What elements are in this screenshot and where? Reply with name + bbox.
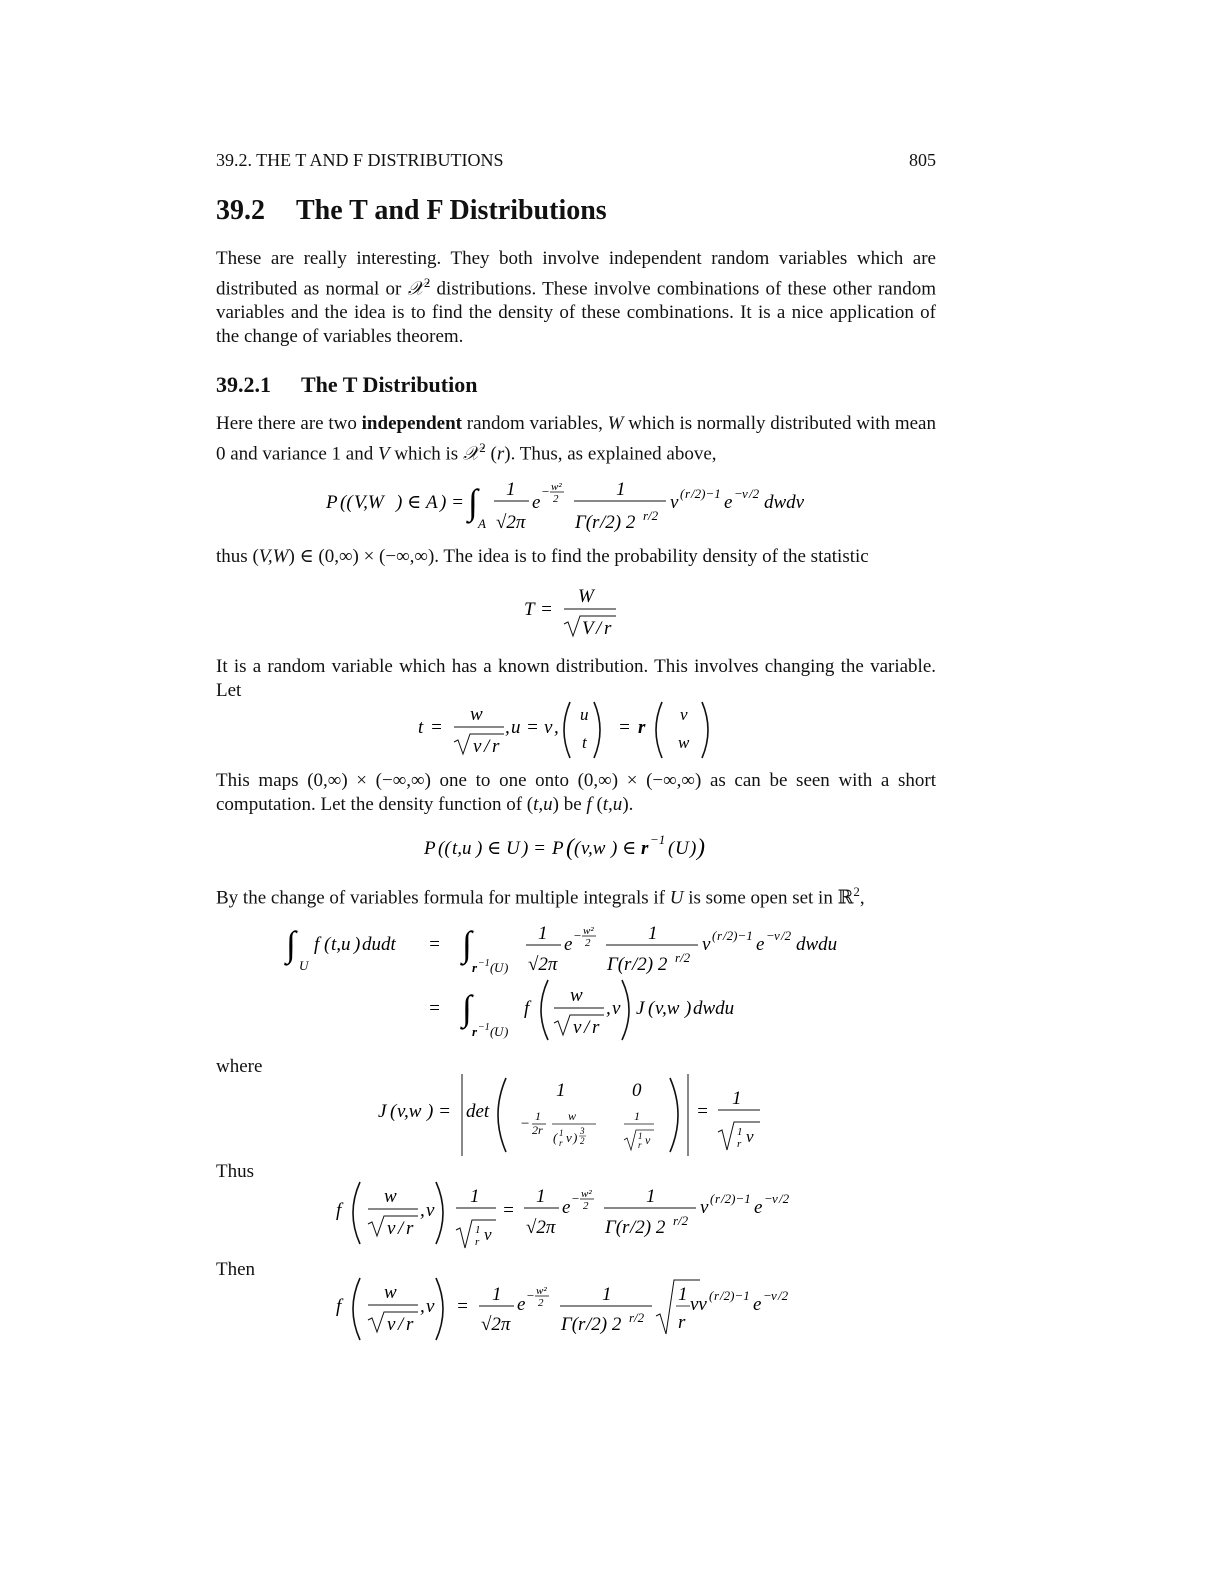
svg-text:∫: ∫ (286, 924, 296, 964)
svg-text:r: r (559, 1138, 563, 1148)
maps-paragraph: This maps (0,∞) × (−∞,∞) one to one onto (0,∞) × (−∞,∞) as can be seen with a short computation. Let the density function of (t,u) be f (t,u). (216, 770, 936, 815)
cov-text-1: By the change of variables formula for multiple integrals if (216, 887, 670, 909)
svg-text:e: e (517, 1294, 526, 1315)
svg-text:=: = (430, 717, 443, 738)
svg-text:): ) (697, 835, 705, 861)
svg-text:e: e (724, 492, 733, 513)
svg-text:−: − (526, 1288, 535, 1303)
svg-text:v: v (680, 705, 688, 724)
subsection-heading (216, 372, 477, 398)
svg-text:w: w (384, 1282, 397, 1303)
maps-text-1: This maps (216, 770, 308, 791)
svg-text:T: T (524, 599, 535, 620)
svg-text:vv: vv (690, 1294, 707, 1315)
svg-text:U: U (494, 1024, 504, 1039)
svg-text:/2: /2 (779, 1191, 790, 1206)
svg-text:1: 1 (506, 479, 516, 500)
svg-text:−: − (734, 486, 743, 501)
svg-text:1: 1 (556, 1080, 566, 1101)
svg-text:det: det (466, 1101, 490, 1122)
svg-text:r/2: r/2 (629, 1310, 645, 1325)
svg-text:w: w (384, 1186, 397, 1207)
svg-text:=: = (502, 1200, 515, 1221)
svg-text:(: ( (709, 1288, 714, 1303)
svg-text:/2) 2: /2) 2 (600, 512, 636, 533)
svg-text:r: r (492, 736, 500, 757)
svg-text:): ) (504, 1024, 509, 1039)
section-number: 39.2 (216, 195, 265, 226)
svg-text:v: v (774, 928, 780, 943)
equation-t-statistic (520, 582, 630, 650)
svg-text:): ) (504, 960, 509, 975)
svg-text:2: 2 (553, 493, 559, 505)
svg-text:v: v (387, 1314, 396, 1335)
svg-text:√2π: √2π (528, 954, 558, 975)
svg-text:=: = (456, 1296, 469, 1317)
svg-text:v,w: v,w (397, 1101, 422, 1122)
svg-text:r: r (538, 1123, 543, 1137)
svg-text:r: r (715, 1191, 721, 1206)
svg-text:=: = (428, 998, 441, 1019)
svg-text:r: r (685, 486, 691, 501)
cov-text-2: is some open set in (683, 887, 838, 909)
svg-text:,: , (420, 1296, 425, 1317)
svg-text:2: 2 (538, 1297, 544, 1309)
svg-text:r: r (406, 1314, 414, 1335)
svg-text:P: P (552, 838, 564, 859)
svg-text:2: 2 (585, 937, 591, 949)
svg-text:r/2: r/2 (675, 950, 691, 965)
svg-text:e: e (562, 1197, 571, 1218)
svg-text:=: = (696, 1101, 709, 1122)
section-heading (216, 195, 607, 227)
svg-text:) ∈: ) ∈ (396, 492, 422, 513)
svg-text:U: U (506, 838, 520, 859)
intro-text-1: These are really interesting. They both involve independent random variables which are distributed as normal or (216, 248, 936, 300)
svg-text:e: e (753, 1294, 762, 1315)
maps-text-3: as can be seen with a short computation. Let the density function of (216, 770, 936, 815)
svg-text:f: f (524, 998, 530, 1019)
svg-text:/2) 2: /2) 2 (630, 1217, 666, 1238)
after-eq1-text-1: thus (216, 546, 253, 567)
svg-text:r: r (406, 1218, 414, 1239)
subsection-number: 39.2.1 (216, 372, 271, 397)
svg-text:t,u: t,u (452, 838, 472, 859)
svg-text:v: v (612, 998, 621, 1019)
svg-text:−: − (766, 928, 775, 943)
change-of-variables-paragraph: By the change of variables formula for multiple integrals if U is some open set in ℝ$^2$, (216, 884, 865, 909)
svg-text:r: r (641, 838, 649, 859)
svg-text:1: 1 (538, 923, 548, 944)
svg-text:v: v (387, 1218, 396, 1239)
svg-text:r: r (678, 1312, 686, 1333)
svg-text:v: v (702, 934, 711, 955)
svg-text:1: 1 (602, 1284, 612, 1305)
svg-text:,: , (505, 717, 510, 738)
svg-text:): ) (573, 1130, 578, 1145)
svg-text:(: ( (490, 960, 495, 975)
svg-text:2: 2 (532, 1123, 538, 1137)
svg-text:(: ( (566, 835, 574, 861)
svg-text:r: r (622, 1217, 630, 1238)
label-where: where (216, 1056, 263, 1077)
svg-text:v: v (772, 1191, 778, 1206)
svg-text:r: r (624, 954, 632, 975)
svg-text:1: 1 (559, 1128, 564, 1138)
svg-text:−1: −1 (650, 832, 666, 847)
maps-text-5: . (628, 794, 634, 815)
tdist-text-2: random variables, (461, 413, 608, 434)
svg-text:=: = (618, 717, 631, 738)
svg-text:−1: −1 (478, 958, 490, 969)
svg-text:−: − (571, 1191, 580, 1206)
svg-text:) =: ) = (427, 1101, 451, 1122)
svg-text:,: , (420, 1200, 425, 1221)
svg-text:A: A (426, 492, 438, 513)
svg-text:0: 0 (632, 1080, 642, 1101)
equation-change-variable (418, 696, 728, 770)
svg-text:J: J (378, 1101, 387, 1122)
svg-text:/2)−1: /2)−1 (720, 1288, 750, 1303)
equation-density-thus (336, 1176, 816, 1262)
svg-text:v: v (573, 1017, 582, 1038)
svg-text:(: ( (574, 838, 581, 859)
svg-text:1: 1 (678, 1284, 688, 1305)
svg-text:v: v (544, 717, 553, 738)
svg-text:(: ( (712, 928, 717, 943)
svg-text:v: v (771, 1288, 777, 1303)
svg-text:2: 2 (583, 1200, 589, 1212)
maps-text-2: one to one onto (430, 770, 578, 791)
svg-text:=: = (526, 717, 539, 738)
svg-text:) ∈: ) ∈ (476, 838, 502, 859)
cov-text-3: , (859, 887, 865, 909)
svg-text:): ) (354, 934, 361, 955)
svg-text:,: , (554, 717, 559, 738)
label-then: Then (216, 1259, 256, 1280)
svg-text:f: f (336, 1296, 342, 1317)
after-eq1-text-2: . The idea is to find the probability density of the statistic (434, 546, 869, 567)
svg-text:−: − (764, 1191, 773, 1206)
svg-text:1: 1 (536, 1186, 546, 1207)
svg-text:V,W: V,W (354, 492, 384, 513)
svg-text:1: 1 (737, 1126, 743, 1138)
svg-text:1: 1 (648, 923, 658, 944)
svg-text:r: r (472, 1024, 478, 1039)
svg-text:w²: w² (551, 481, 562, 493)
tdist-text-4: which is (389, 443, 463, 465)
section-title: The T and F Distributions (296, 195, 607, 226)
svg-text:1: 1 (492, 1284, 502, 1305)
svg-text:e: e (756, 934, 765, 955)
svg-text:r: r (638, 717, 646, 738)
svg-text:v: v (484, 1225, 492, 1244)
svg-text:U: U (299, 958, 309, 973)
svg-text:dwdv: dwdv (764, 492, 805, 513)
svg-text:v,w: v,w (655, 998, 680, 1019)
label-thus: Thus (216, 1161, 254, 1182)
svg-text:(: ( (680, 486, 685, 501)
svg-text:2: 2 (580, 1136, 585, 1146)
running-title: 39.2. THE T AND F DISTRIBUTIONS (216, 150, 504, 170)
svg-text:/: / (398, 1218, 404, 1239)
svg-text:√2π: √2π (526, 1217, 556, 1238)
svg-text:r: r (475, 1236, 480, 1248)
svg-text:) ∈: ) ∈ (611, 838, 637, 859)
svg-text:(: ( (710, 1191, 715, 1206)
svg-text:v: v (473, 736, 482, 757)
svg-text:V: V (582, 618, 594, 639)
svg-text:v: v (742, 486, 748, 501)
svg-text:=: = (540, 599, 553, 620)
svg-text:−: − (541, 484, 550, 499)
svg-text:/: / (584, 1017, 590, 1038)
svg-text:f: f (336, 1200, 342, 1221)
svg-text:e: e (564, 934, 573, 955)
svg-text:r: r (737, 1138, 742, 1150)
svg-text:w²: w² (536, 1285, 547, 1297)
intro-text-2: distributions. These involve combinations of these other random variables and the idea is to find the density of these combinations. It is a nice application of the change of variables theorem. (216, 278, 936, 348)
svg-text:v,w: v,w (581, 838, 606, 859)
svg-text:w²: w² (581, 1188, 592, 1200)
svg-text:(: ( (553, 1130, 558, 1145)
svg-text:,: , (606, 998, 611, 1019)
svg-text:J: J (636, 998, 645, 1019)
tdist-text-5: . Thus, as explained above, (510, 443, 717, 465)
svg-text:∫: ∫ (462, 924, 472, 964)
svg-text:√2π: √2π (496, 512, 526, 533)
svg-text:u: u (511, 717, 521, 738)
svg-text:/2) 2: /2) 2 (586, 1314, 622, 1335)
page-number: 805 (909, 150, 936, 170)
running-header (216, 150, 936, 171)
svg-text:∫: ∫ (468, 482, 478, 522)
svg-text:w: w (570, 985, 583, 1006)
svg-text:w: w (470, 704, 483, 725)
svg-text:dwdu: dwdu (693, 998, 735, 1019)
svg-text:v: v (645, 1133, 651, 1147)
svg-text:U: U (494, 960, 504, 975)
svg-text:/: / (484, 736, 490, 757)
svg-text:t: t (582, 733, 587, 752)
svg-text:) =: ) = (522, 838, 546, 859)
svg-text:/: / (398, 1314, 404, 1335)
maps-text-4: be (558, 794, 587, 815)
equation-probability-u (424, 832, 724, 870)
svg-text:1: 1 (638, 1131, 643, 1141)
tdist-text-1: Here there are two (216, 413, 362, 434)
svg-text:−: − (520, 1116, 531, 1132)
svg-text:t: t (418, 717, 424, 738)
svg-text:−: − (573, 928, 582, 943)
intro-paragraph: These are really interesting. They both involve independent random variables which are distributed as normal or 𝒳$^2$ distributions. These involve combinations of these other random variables and the idea is to find the density of these combinations. It is a nice application of the change of variables theorem. (216, 248, 936, 348)
svg-text:w: w (568, 1109, 577, 1123)
svg-text:/: / (596, 618, 602, 639)
svg-text:r: r (592, 512, 600, 533)
svg-text:√2π: √2π (481, 1314, 511, 1335)
random-variable-paragraph: It is a random variable which has a known distribution. This involves changing the variable. Let (216, 656, 936, 701)
equation-probability-joint (326, 470, 826, 556)
svg-text:1: 1 (634, 1109, 640, 1123)
svg-text:r: r (638, 1140, 642, 1150)
svg-text:∫: ∫ (462, 988, 472, 1028)
subsection-title: The T Distribution (301, 372, 478, 397)
equation-integral-change (286, 918, 866, 1054)
svg-text:e: e (532, 492, 541, 513)
svg-text:/2)−1: /2)−1 (691, 486, 721, 501)
svg-text:f: f (314, 934, 320, 955)
bold-independent: independent (361, 413, 462, 434)
svg-text:v: v (670, 492, 679, 513)
svg-text:e: e (754, 1197, 763, 1218)
svg-text:v: v (426, 1200, 435, 1221)
svg-text:−1: −1 (478, 1022, 490, 1033)
svg-text:1: 1 (475, 1224, 481, 1236)
svg-text:((: (( (340, 492, 353, 513)
svg-text:t,u: t,u (331, 934, 351, 955)
svg-text:) =: ) = (440, 492, 464, 513)
svg-text:(: ( (390, 1101, 397, 1122)
svg-text:/2)−1: /2)−1 (721, 1191, 751, 1206)
after-equation-paragraph: thus (V,W) ∈ (0,∞) × (−∞,∞). The idea is to find the probability density of the statistic (216, 546, 869, 567)
svg-text:r: r (578, 1314, 586, 1335)
svg-text:1: 1 (646, 1186, 656, 1207)
svg-text:r: r (714, 1288, 720, 1303)
svg-text:/2: /2 (781, 928, 792, 943)
svg-text:v: v (700, 1197, 709, 1218)
svg-text:/2: /2 (778, 1288, 789, 1303)
svg-text:3: 3 (580, 1126, 585, 1136)
svg-text:1: 1 (470, 1186, 480, 1207)
svg-text:r/2: r/2 (643, 508, 659, 523)
svg-text:(: ( (668, 838, 675, 859)
svg-text:(: ( (490, 1024, 495, 1039)
tdist-text-3: which is normally distributed with mean 0 and variance 1 and (216, 413, 936, 465)
svg-text:P: P (326, 492, 338, 513)
svg-text:(: ( (324, 934, 331, 955)
svg-text:1: 1 (616, 479, 626, 500)
svg-text:=: = (428, 934, 441, 955)
svg-text:P: P (424, 838, 436, 859)
svg-text:A: A (478, 516, 486, 531)
svg-text:): ) (690, 838, 697, 859)
svg-text:r: r (592, 1017, 600, 1038)
svg-text:v: v (746, 1127, 754, 1146)
svg-text:r: r (604, 618, 612, 639)
svg-text:−: − (763, 1288, 772, 1303)
equation-density-then (336, 1272, 816, 1358)
svg-text:v: v (426, 1296, 435, 1317)
svg-text:r: r (472, 960, 478, 975)
svg-text:1: 1 (535, 1109, 541, 1123)
svg-text:r: r (717, 928, 723, 943)
svg-text:dwdu: dwdu (796, 934, 838, 955)
svg-text:/2)−1: /2)−1 (723, 928, 753, 943)
svg-text:): ) (685, 998, 692, 1019)
svg-text:w: w (678, 733, 690, 752)
equation-jacobian (378, 1070, 778, 1166)
svg-text:U: U (675, 838, 689, 859)
svg-text:W: W (578, 586, 594, 607)
svg-text:v: v (566, 1130, 572, 1145)
svg-text:w²: w² (583, 925, 594, 937)
svg-text:/2) 2: /2) 2 (632, 954, 668, 975)
svg-text:(: ( (648, 998, 655, 1019)
svg-text:((: (( (438, 838, 451, 859)
svg-text:u: u (580, 705, 589, 724)
svg-text:/2: /2 (749, 486, 760, 501)
svg-text:Γ(: Γ( (605, 1217, 623, 1238)
svg-text:Γ(: Γ( (561, 1314, 579, 1335)
svg-text:Γ(: Γ( (607, 954, 625, 975)
svg-text:1: 1 (732, 1088, 742, 1109)
svg-text:Γ(: Γ( (575, 512, 593, 533)
t-distribution-paragraph: Here there are two independent random variables, W which is normally distributed with mean 0 and variance 1 and V which is 𝒳$^2$ (r). Thus, as explained above, (216, 413, 936, 465)
svg-text:r/2: r/2 (673, 1213, 689, 1228)
svg-text:dudt: dudt (362, 934, 396, 955)
